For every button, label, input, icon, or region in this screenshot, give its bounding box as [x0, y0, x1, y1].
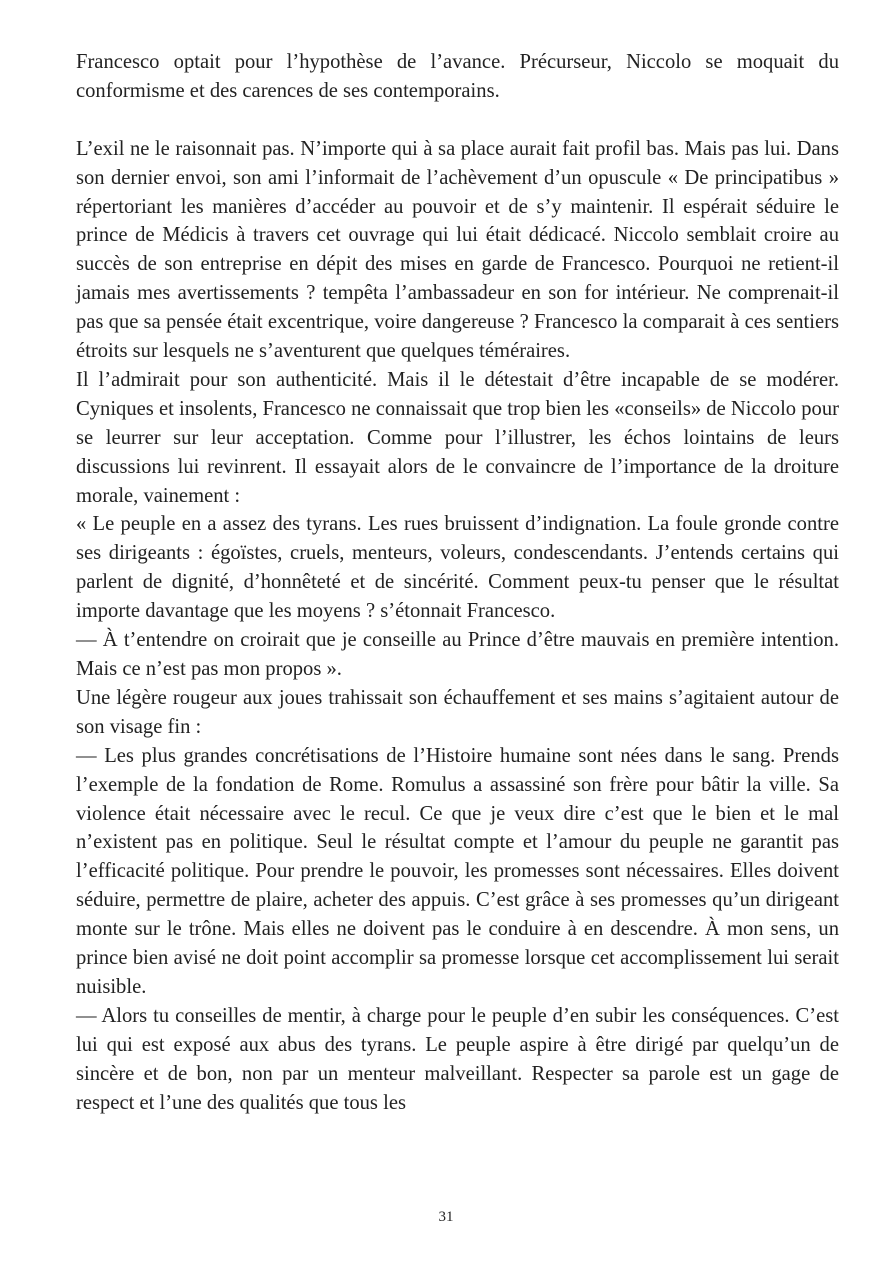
paragraph-7: — Les plus grandes concrétisations de l’Histoire humaine sont nées dans le sang. Prends l’exemple de la fondation de Rome. Romulus a assassiné son frère pour bâtir la ville. Sa violence était nécessaire avec le recul. Ce que je veux dire c’est que le bien et le mal n’existent pas en politique. Seul le résultat compte et l’amour du peuple ne garantit pas l’efficacité politique. Pour prendre le pouvoir, les promesses sont nécessaires. Elles doivent séduire, permettre de plaire, acheter des appuis. C’est grâce à ses promesses qu’un dirigeant monte sur le trône. Mais elles ne doivent pas le conduire à en descendre. À mon sens, un prince bien avisé ne doit point accomplir sa promesse lorsque cet accomplissement lui serait nuisible.: [76, 744, 839, 998]
paragraph-5: — À t’entendre on croirait que je conseille au Prince d’être mauvais en première intention. Mais ce n’est pas mon propos ».: [76, 629, 839, 681]
paragraph-3: Il l’admirait pour son authenticité. Mais il le détestait d’être incapable de se modérer. Cyniques et insolents, Francesco ne connaissait que trop bien les «conseils» de Niccolo pour se leurrer sur leur acceptation. Comme pour l’illustrer, les échos lointains de leurs discussions lui revinrent. Il essayait alors de le convaincre de l’importance de la droiture morale, vainement :: [76, 368, 839, 507]
paragraph-8: — Alors tu conseilles de mentir, à charge pour le peuple d’en subir les conséquences. C’est lui qui est exposé aux abus des tyrans. Le peuple aspire à être dirigé par quelqu’un de sincère et de bon, non par un menteur malveillant. Respecter sa parole est un gage de respect et l’une des qualités que tous les: [76, 1004, 839, 1114]
page-body: [76, 48, 839, 1118]
paragraph-2: L’exil ne le raisonnait pas. N’importe qui à sa place aurait fait profil bas. Mais pas lui. Dans son dernier envoi, son ami l’informait de l’achèvement d’un opuscule « De principatibus » répertoriant les manières d’accéder au pouvoir et de s’y maintenir. Il espérait séduire le prince de Médicis à travers cet ouvrage qui lui était dédicacé. Niccolo semblait croire au succès de son entreprise en dépit des mises en garde de Francesco. Pourquoi ne retient-il jamais mes avertissements ? tempêta l’ambassadeur en son for intérieur. Ne comprenait-il pas que sa pensée était excentrique, voire dangereuse ? Francesco la comparait à ces sentiers étroits sur lesquels ne s’aventurent que quelques téméraires.: [76, 137, 839, 363]
paragraph-6: Une légère rougeur aux joues trahissait son échauffement et ses mains s’agitaient autour de son visage fin :: [76, 686, 839, 738]
page-number: 31: [438, 1209, 454, 1225]
paragraph-spacer: [76, 106, 839, 135]
paragraph-4: « Le peuple en a assez des tyrans. Les rues bruissent d’indignation. La foule gronde contre ses dirigeants : égoïstes, cruels, menteurs, voleurs, condescendants. J’entends certains qui parlent de dignité, d’honnêteté et de sincérité. Comment peux-tu penser que le résultat importe davantage que les moyens ? s’étonnait Francesco.: [76, 513, 839, 623]
paragraph-1: Francesco optait pour l’hypothèse de l’avance. Précurseur, Niccolo se moquait du conformisme et des carences de ses contemporains.: [76, 51, 839, 102]
